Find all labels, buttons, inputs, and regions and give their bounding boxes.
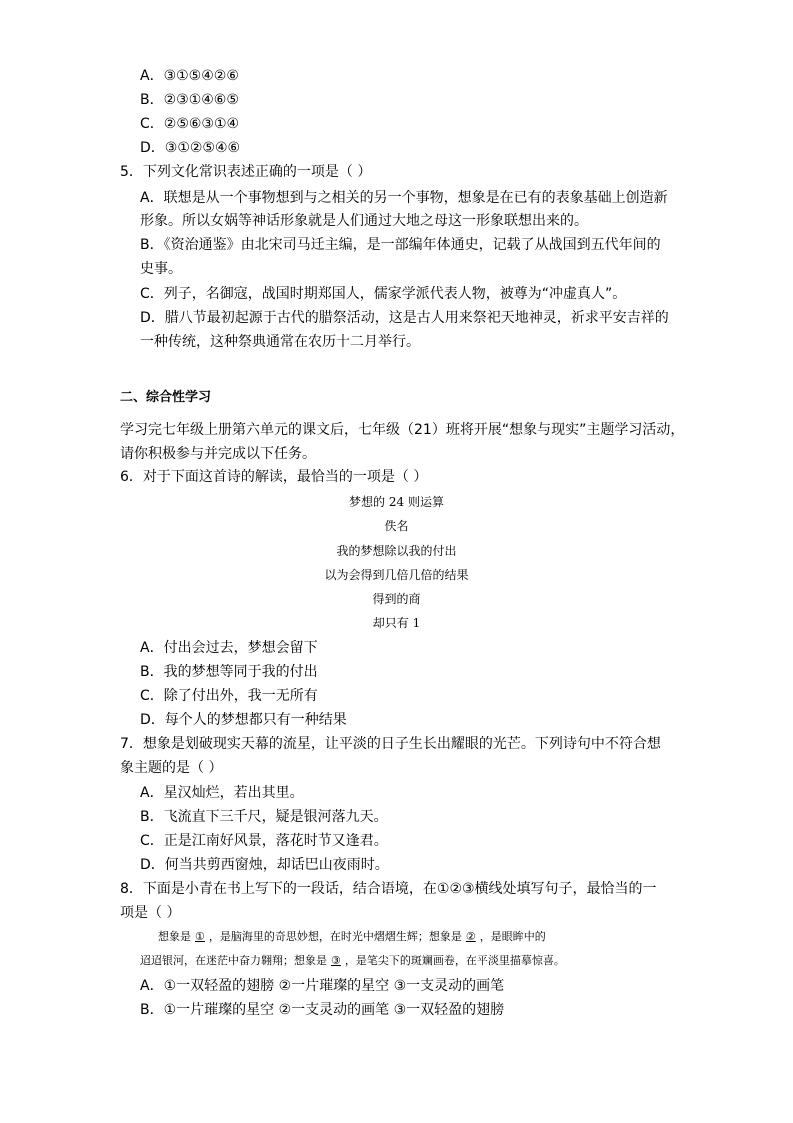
q5-option-d-line2: 一种传统，这种祭典通常在农历十二月举行。 xyxy=(140,334,420,350)
q8-blank-1: ① xyxy=(195,930,205,943)
q5-option-d-line1: D．腊八节最初起源于古代的腊祭活动，这是古人用来祭祀天地神灵，祈求平安吉祥的 xyxy=(140,310,669,326)
section-intro-line1: 学习完七年级上册第六单元的课文后，七年级（21）班将开展“想象与现实”主题学习活动， xyxy=(120,422,685,438)
q8-stem-line1: 8．下面是小青在书上写下的一段话，结合语境，在①②③横线处填写句子，最恰当的一 xyxy=(120,881,657,897)
q4-option-d: D．③①②⑤④⑥ xyxy=(140,140,241,156)
q8-context-text: ，是笔尖下的斑斓画卷，在平淡里描摹惊喜。 xyxy=(344,954,565,967)
q7-stem-line1: 7．想象是划破现实天幕的流星，让平淡的日子生长出耀眼的光芒。下列诗句中不符合想 xyxy=(120,736,661,752)
poem-title: 梦想的 24 则运算 xyxy=(349,495,444,509)
q6-option-a: A．付出会过去，梦想会留下 xyxy=(140,640,318,656)
q6-option-b: B．我的梦想等同于我的付出 xyxy=(140,664,318,680)
q8-context-line2 xyxy=(140,952,565,970)
q6-stem: 6．对于下面这首诗的解读，最恰当的一项是（ ） xyxy=(120,469,428,485)
q5-option-a-line2: 形象。所以女娲等神话形象就是人们通过大地之母这一形象联想出来的。 xyxy=(140,213,588,229)
q6-option-c: C．除了付出外，我一无所有 xyxy=(140,688,318,704)
q8-option-b: B．①一片璀璨的星空 ②一支灵动的画笔 ③一双轻盈的翅膀 xyxy=(140,1002,505,1018)
q4-option-b: B．②③①④⑥⑤ xyxy=(140,92,239,108)
q7-option-b: B．飞流直下三千尺，疑是银河落九天。 xyxy=(140,809,388,825)
q8-context-text: 迢迢银河，在迷茫中奋力翱翔；想象是 xyxy=(140,954,327,967)
section-heading: 二、综合性学习 xyxy=(120,390,212,405)
poem-line3: 得到的商 xyxy=(372,592,421,606)
poem-line2: 以为会得到几倍几倍的结果 xyxy=(324,568,469,582)
q8-context-text: ，是眼眸中的 xyxy=(479,930,546,943)
q8-context-text: 想象是 xyxy=(158,930,191,943)
q7-option-d: D．何当共剪西窗烛，却话巴山夜雨时。 xyxy=(140,857,389,873)
q7-stem-line2: 象主题的是（ ） xyxy=(120,760,223,776)
q5-option-b-line2: 史事。 xyxy=(140,261,182,277)
q5-stem: 5．下列文化常识表述正确的一项是（ ） xyxy=(120,164,372,180)
q4-option-a: A．③①⑤④②⑥ xyxy=(140,68,239,84)
q5-option-c: C．列子，名御寇，战国时期郑国人，儒家学派代表人物，被尊为“冲虚真人”。 xyxy=(140,286,627,302)
q8-context-line1 xyxy=(158,928,546,946)
q8-stem-line2: 项是（ ） xyxy=(120,905,181,921)
poem-author: 佚名 xyxy=(384,519,409,533)
section-intro-line2: 请你积极参与并完成以下任务。 xyxy=(120,446,316,462)
q8-option-a: A．①一双轻盈的翅膀 ②一片璀璨的星空 ③一支灵动的画笔 xyxy=(140,978,505,994)
poem-line1: 我的梦想除以我的付出 xyxy=(336,544,457,558)
q8-blank-3: ③ xyxy=(331,954,341,967)
q5-option-a-line1: A．联想是从一个事物想到与之相关的另一个事物，想象是在已有的表象基础上创造新 xyxy=(140,190,668,206)
q4-option-c: C．②⑤⑥③①④ xyxy=(140,116,240,132)
q5-option-b-line1: B．《资治通鉴》由北宋司马迁主编，是一部编年体通史，记载了从战国到五代年间的 xyxy=(140,237,661,253)
q8-blank-2: ② xyxy=(465,930,476,943)
q7-option-a: A．星汉灿烂，若出其里。 xyxy=(140,785,304,801)
poem-line4: 却只有 1 xyxy=(372,616,421,630)
q8-context-text: ，是脑海里的奇思妙想，在时光中熠熠生辉；想象是 xyxy=(208,930,462,943)
q6-option-d: D．每个人的梦想都只有一种结果 xyxy=(140,712,347,728)
q7-option-c: C．正是江南好风景，落花时节又逢君。 xyxy=(140,833,388,849)
